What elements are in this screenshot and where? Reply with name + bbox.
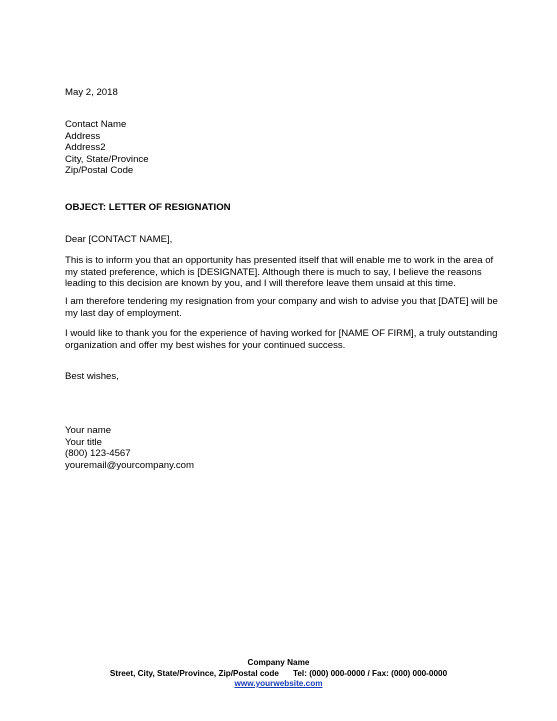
sender-phone: (800) 123-4567 [65,448,131,459]
footer-phone-fax: Tel: (000) 000-0000 / Fax: (000) 000-0000 [292,668,448,678]
letter-salutation: Dear [CONTACT NAME], [65,234,173,245]
sender-title: Your title [65,436,102,448]
footer-website-line [0,679,557,690]
letter-paragraph-2: I am therefore tendering my resignation from your company and wish to advise you that [DATE] will be my last day of employment. [65,296,498,319]
footer-contact-line [0,669,557,680]
footer-website-link[interactable]: www.yourwebsite.com [234,679,323,688]
sender-signature-block [65,425,505,471]
page-footer [0,658,557,690]
footer-company-name: Company Name [247,658,310,667]
sender-email: youremail@yourcompany.com [65,459,194,471]
recipient-city-state: City, State/Province [65,153,149,165]
letter-closing: Best wishes, [65,371,119,382]
recipient-zip: Zip/Postal Code [65,165,134,176]
sender-name: Your name [65,425,112,436]
recipient-name: Contact Name [65,119,127,130]
recipient-address-line-2: Address2 [65,142,106,153]
footer-address: Street, City, State/Province, Zip/Postal code [109,668,279,678]
recipient-address-line-1: Address [65,130,101,142]
letter-date: May 2, 2018 [65,87,118,98]
recipient-address-block [65,119,505,177]
letter-paragraph-1: This is to inform you that an opportunity has presented itself that will enable me to work in the area of my stated preference, which is [DESIGNATE]. Although there is much to say, I believe the reasons leading to this decision are known by you, and I will therefore leave them unsaid at this time. [65,255,494,289]
letter-subject: OBJECT: LETTER OF RESIGNATION [65,202,231,213]
letter-paragraph-3: I would like to thank you for the experience of having worked for [NAME OF FIRM], a truly outstanding organization and offer my best wishes for your continued success. [65,328,498,351]
